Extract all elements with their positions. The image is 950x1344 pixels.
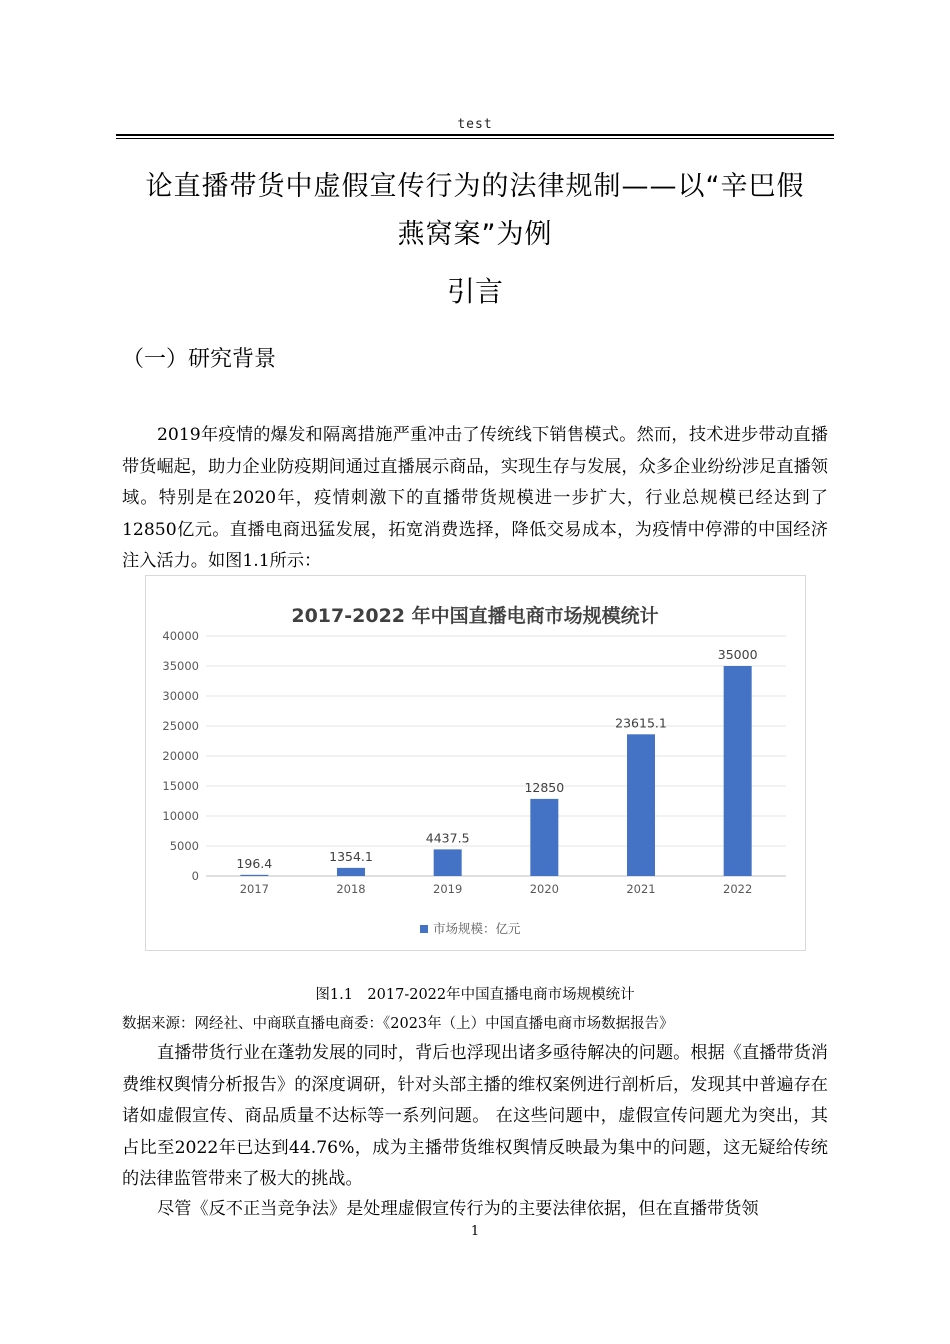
paragraph-2: 直播带货行业在蓬勃发展的同时，背后也浮现出诸多亟待解决的问题。根据《直播带货消费维权舆情分析报告》的深度调研，针对头部主播的维权案例进行剖析后，发现其中普遍存在诸如虚假宣传、商品质量不达标等一系列问题。 在这些问题中，虚假宣传问题尤为突出，其占比至2022年已达到44.76%，成为主播带货维权舆情反映最为集中的问题，这无疑给传统的法律监管带来了极大的挑战。	[122, 1043, 828, 1190]
x-tick-label: 2020	[529, 882, 559, 896]
bar	[337, 868, 365, 876]
page-number: 1	[470, 1224, 480, 1239]
y-tick-label: 40000	[162, 629, 199, 643]
chart-legend	[420, 921, 521, 936]
chart-svg	[146, 576, 805, 950]
bar	[240, 875, 268, 876]
intro-heading: 引言	[446, 275, 503, 308]
data-label: 23615.1	[615, 715, 667, 731]
x-tick-label: 2021	[626, 882, 656, 896]
y-axis-ticks	[162, 629, 199, 883]
y-tick-label: 25000	[162, 719, 199, 733]
x-tick-label: 2017	[239, 882, 269, 896]
data-label: 4437.5	[425, 830, 470, 846]
x-tick-label: 2019	[433, 882, 463, 896]
data-label: 196.4	[236, 855, 273, 871]
y-tick-label: 10000	[162, 809, 199, 823]
y-tick-label: 30000	[162, 689, 199, 703]
chart-title: 2017-2022 年中国直播电商市场规模统计	[291, 605, 659, 627]
data-label: 1354.1	[329, 848, 373, 864]
x-tick-label: 2022	[723, 882, 753, 896]
chart-bars	[240, 666, 751, 876]
y-tick-label: 0	[191, 869, 199, 883]
page-header: test	[457, 117, 493, 132]
paragraph-1: 2019年疫情的爆发和隔离措施严重冲击了传统线下销售模式。然而，技术进步带动直播带货崛起，助力企业防疫期间通过直播展示商品，实现生存与发展，众多企业纷纷涉足直播领域。特别是在2020年，疫情刺激下的直播带货规模进一步扩大，行业总规模已经达到了12850亿元。直播电商迅猛发展，拓宽消费选择，降低交易成本，为疫情中停滞的中国经济注入活力。如图1.1所示：	[122, 425, 828, 572]
figure-caption: 图1.1 2017-2022年中国直播电商市场规模统计	[315, 987, 635, 1003]
header-rule-thick	[116, 134, 834, 136]
data-label: 35000	[717, 647, 758, 662]
data-source-note: 数据来源：网经社、中商联直播电商委：《2023年（上）中国直播电商市场数据报告》	[122, 1016, 674, 1032]
y-tick-label: 5000	[169, 839, 199, 853]
bar	[627, 734, 655, 876]
x-tick-label: 2018	[336, 882, 366, 896]
section-heading: （一）研究背景	[122, 347, 277, 372]
paragraph-3: 尽管《反不正当竞争法》是处理虚假宣传行为的主要法律依据，但在直播带货领	[157, 1199, 759, 1219]
data-label: 12850	[524, 779, 565, 795]
y-tick-label: 20000	[162, 749, 199, 763]
bar	[530, 799, 558, 876]
chart-gridlines	[206, 636, 786, 876]
header-rule-thin	[116, 138, 834, 139]
bar	[724, 666, 752, 876]
y-tick-label: 35000	[162, 659, 199, 673]
paper-title-line-2: 燕窝案”为例	[397, 219, 553, 250]
bar-chart	[145, 575, 806, 951]
paper-title-line-1: 论直播带货中虚假宣传行为的法律规制——以“辛巴假	[145, 171, 805, 202]
legend-swatch	[420, 925, 428, 933]
bar	[434, 849, 462, 876]
legend-label: 市场规模：亿元	[433, 921, 521, 936]
y-tick-label: 15000	[162, 779, 199, 793]
chart-data-labels	[236, 647, 757, 871]
x-axis-ticks	[240, 882, 753, 896]
